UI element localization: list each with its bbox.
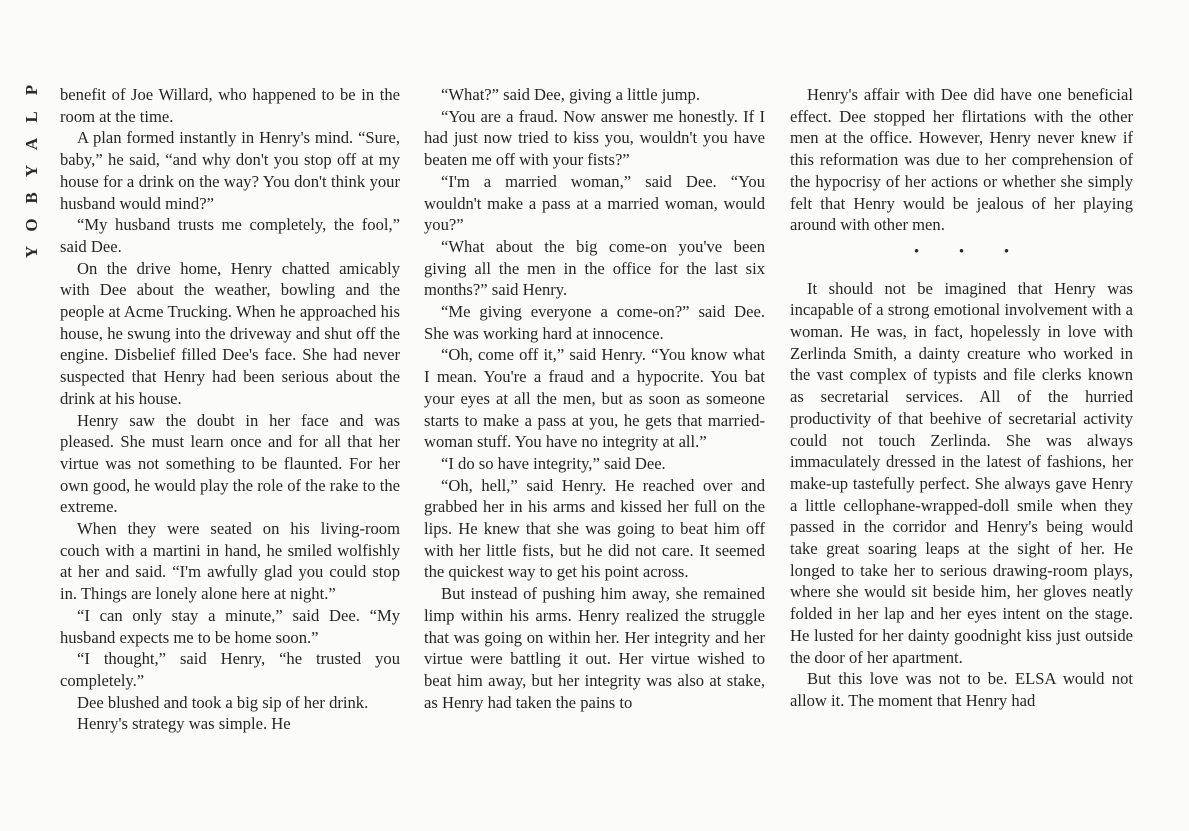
section-break: • • • (913, 243, 1028, 260)
paragraph: When they were seated on his living-room couch with a martini in hand, he smiled wolfishly at her and said. “I'm awfully glad you could stop in. Things are lonely alone here at night.” (60, 519, 400, 604)
masthead-letter: P (22, 84, 41, 96)
column-left (60, 84, 400, 735)
paragraph: “Me giving everyone a come-on?” said Dee. She was working hard at innocence. (424, 302, 765, 343)
paragraph: “I can only stay a minute,” said Dee. “My husband expects me to be home soon.” (60, 605, 400, 647)
column-middle (424, 84, 765, 713)
paragraph: Henry saw the doubt in her face and was pleased. She must learn once and for all that her virtue was not something to be flaunted. For her own good, he would play the role of the rake to the extreme. (60, 410, 400, 517)
paragraph: But instead of pushing him away, she remained limp within his arms. Henry realized the struggle that was going on within her. Her integrity and her virtue were battling it out. Her virtue wished to beat him away, but her integrity was also at stake, as Henry had taken the pains to (424, 584, 765, 712)
paragraph: “I'm a married woman,” said Dee. “You wouldn't make a pass at a married woman, would you?” (424, 171, 765, 235)
paragraph: “What?” said Dee, giving a little jump. (441, 85, 700, 104)
paragraph: Dee blushed and took a big sip of her drink. (77, 692, 369, 712)
masthead-letter: A (22, 137, 41, 151)
masthead-letter: L (22, 111, 41, 123)
masthead-letter: Y (22, 164, 41, 178)
column-right (790, 84, 1133, 712)
masthead-letter: O (22, 218, 41, 232)
paragraph: “You are a fraud. Now answer me honestly. If I had just now tried to kiss you, wouldn't you have beaten me off with your fists?” (424, 106, 765, 170)
paragraph: “My husband trusts me completely, the fool,” said Dee. (60, 215, 400, 256)
paragraph: “I thought,” said Henry, “he trusted you completely.” (60, 649, 400, 690)
paragraph: “Oh, come off it,” said Henry. “You know what I mean. You're a fraud and a hypocrite. You bat your eyes at all the men, but as soon as someone starts to make a pass at you, he gets that married-woman stuff. You have no integrity at all.” (424, 345, 765, 452)
masthead-letter: Y (22, 245, 41, 259)
paragraph: Henry's strategy was simple. He (77, 714, 291, 734)
masthead-letter: B (22, 192, 41, 204)
paragraph: It should not be imagined that Henry was incapable of a strong emotional involvement with a woman. He was, in fact, hopelessly in love with Zerlinda Smith, a dainty creature who worked in the vast complex of typists and file clerks known as secretarial services. All of the hurried productivity of that beehive of secretarial activity could not touch Zerlinda. She was always immaculately dressed in the latest of fashions, her make-up tastefully perfect. She always gave Henry a little cellophane-wrapped-doll smile when they passed in the corridor and Henry's being would take great soaring leaps at the sight of her. He longed to take her to serious drawing-room plays, where she would sit beside him, her gloves neatly folded in her lap and her eyes intent on the stage. He lusted for her dainty goodnight kiss just outside the door of her apartment. (790, 278, 1133, 667)
paragraph: A plan formed instantly in Henry's mind. “Sure, baby,” he said, “and why don't you stop off at my house for a drink on the way? You don't think your husband would mind?” (60, 128, 400, 213)
paragraph: “I do so have integrity,” said Dee. (441, 453, 666, 473)
paragraph: benefit of Joe Willard, who happened to be in the room at the time. (60, 85, 400, 126)
paragraph: But this love was not to be. ELSA would not allow it. The moment that Henry had (790, 669, 1133, 710)
spacer (790, 268, 1133, 278)
paragraph: “What about the big come-on you've been giving all the men in the office for the last six months?” said Henry. (424, 236, 765, 300)
masthead (14, 80, 50, 270)
paragraph: Henry's affair with Dee did have one beneficial effect. Dee stopped her flirtations with the other men at the office. However, Henry never knew if this reformation was due to her comprehension of the hypocrisy of her actions or whether she simply felt that Henry would be jealous of her playing around with other men. (790, 85, 1133, 235)
paragraph: “Oh, hell,” said Henry. He reached over and grabbed her in his arms and kissed her full on the lips. He knew that she was going to beat him off with her little fists, but he did not care. It seemed the quickest way to get his point across. (424, 475, 765, 582)
paragraph: On the drive home, Henry chatted amicably with Dee about the weather, bowling and the people at Acme Trucking. When he approached his house, he swung into the driveway and shut off the engine. Disbelief filled Dee's face. She had never suspected that Henry had been serious about the drink at his house. (60, 258, 400, 408)
